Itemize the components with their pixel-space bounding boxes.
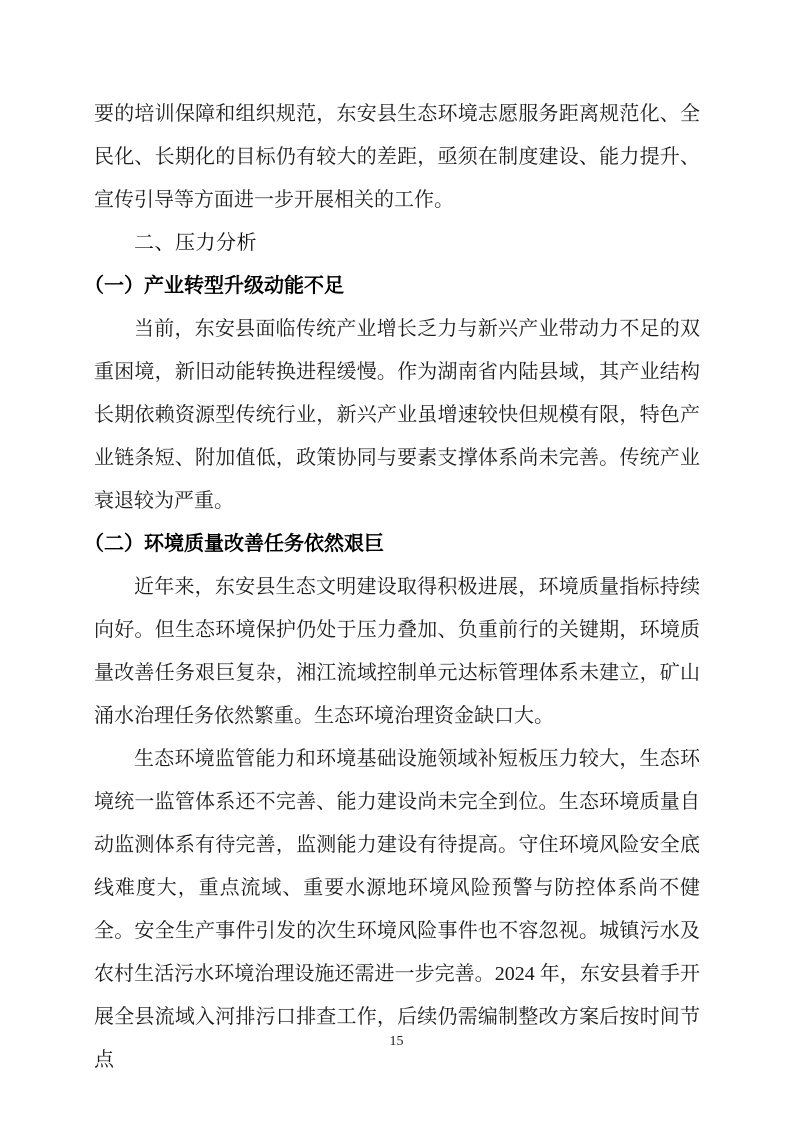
page-number: 15 bbox=[389, 1034, 404, 1049]
subsection-heading-1: （一）产业转型升级动能不足 bbox=[84, 275, 344, 297]
section-heading-pressure-analysis: 二、压力分析 bbox=[134, 232, 257, 254]
body-paragraph: 生态环境监管能力和环境基础设施领域补短板压力较大，生态环境统一监管体系还不完善、能力建设尚未完全到位。生态环境质量自动监测体系有待完善，监测能力建设有待提高。守住环境风险安全底线难度大，重点流域、重要水源地环境风险预警与防控体系尚不健全。安全生产事件引发的次生环境风险事件也不容忽视。城镇污水及农村生活污水环境治理设施还需进一步完善。2024 年，东安县着手开展全县流域入河排污口排查工作，后续仍需编制整改方案后按时间节点 bbox=[94, 748, 700, 1071]
subsection-heading-2: （二）环境质量改善任务依然艰巨 bbox=[84, 533, 384, 555]
body-paragraph: 当前，东安县面临传统产业增长乏力与新兴产业带动力不足的双重困境，新旧动能转换进程缓慢。作为湖南省内陆县域，其产业结构长期依赖资源型传统行业，新兴产业虽增速较快但规模有限，特色产业链条短、附加值低，政策协同与要素支撑体系尚未完善。传统产业衰退较为严重。 bbox=[94, 318, 700, 512]
document-content bbox=[84, 93, 700, 1082]
body-paragraph: 近年来，东安县生态文明建设取得积极进展，环境质量指标持续向好。但生态环境保护仍处于压力叠加、负重前行的关键期，环境质量改善任务艰巨复杂，湘江流域控制单元达标管理体系未建立，矿山涌水治理任务依然繁重。生态环境治理资金缺口大。 bbox=[94, 576, 700, 727]
body-paragraph-continuation: 要的培训保障和组织规范，东安县生态环境志愿服务距离规范化、全民化、长期化的目标仍有较大的差距，亟须在制度建设、能力提升、宣传引导等方面进一步开展相关的工作。 bbox=[94, 103, 700, 211]
